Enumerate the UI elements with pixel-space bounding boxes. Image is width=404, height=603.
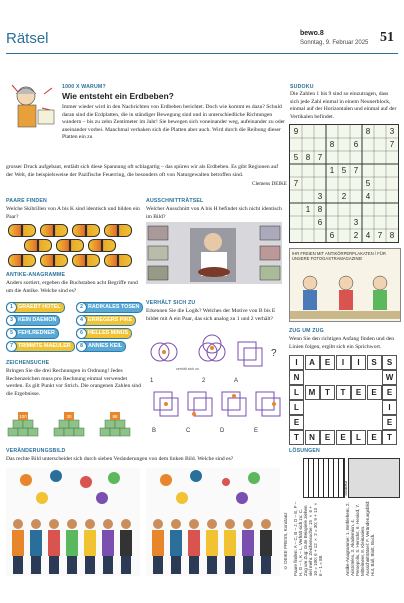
floating-icon: [80, 476, 92, 488]
sudoku-cell: 3: [317, 192, 323, 201]
person-body: [170, 530, 182, 556]
analogy-label-b: B: [152, 428, 157, 434]
anagram-tile: [76, 328, 132, 339]
anagram-tile-label: KEIN DAEMON: [18, 317, 57, 323]
anagram-tile: [6, 302, 65, 313]
sudoku-cell: [386, 151, 398, 164]
analogy-label-2: 2: [202, 378, 206, 384]
floating-icon: [96, 492, 108, 504]
maze-letter: A: [305, 355, 320, 370]
cutout-kicker: AUSSCHNITTRÄTSEL: [146, 198, 204, 204]
maze-letter: L: [289, 385, 304, 400]
anagram-tile: [6, 341, 75, 352]
sudoku-cell: [338, 229, 350, 242]
sudoku-cell: [302, 229, 314, 242]
sudoku-cell: 1: [329, 166, 335, 175]
person-head: [31, 519, 41, 529]
comic-caption: IHR FREIEN MIT ANTIKÖRPERPLAKATEN / FÜR UNSERE FOTOGASTRAMAGAZINE!: [292, 251, 386, 261]
maze-letter: W: [382, 370, 397, 385]
sudoku-cell: [374, 151, 386, 164]
analogy-question-mark: ?: [271, 348, 277, 359]
maze-letter: E: [367, 385, 382, 400]
anagram-tile-number: 8: [76, 341, 87, 352]
sudoku-cell: [326, 151, 338, 164]
maze-letter: T: [320, 385, 335, 400]
sudoku-cell: 8: [329, 140, 335, 149]
section-title: Rätsel: [6, 30, 49, 47]
analogy-relation-label: verhält sich zu: [176, 367, 199, 371]
sudoku-cell: 8: [317, 205, 323, 214]
maze-letter: M: [305, 385, 320, 400]
sudoku-cell: 3: [353, 218, 359, 227]
sudoku-cell: [362, 164, 374, 177]
sudoku-cell: [302, 125, 314, 138]
maze-letter: N: [289, 370, 304, 385]
sudoku-cell: [386, 190, 398, 203]
analogy-figure: [146, 334, 286, 440]
pairs-instructions: Welche Skibrillen von A bis K sind identisch und bilden ein Paar?: [6, 206, 140, 220]
analogy-label-e: E: [254, 428, 259, 434]
anagram-instructions: Anders sortiert, ergeben die Buchstaben acht Begriffe rund um die Antike. Welche sind es?: [6, 280, 138, 294]
sudoku-cell: [338, 138, 350, 151]
sudoku-cell: [362, 203, 374, 216]
anagram-tiles: [6, 302, 144, 354]
analogy-label-1: 1: [150, 378, 154, 384]
sudoku-cell: [338, 203, 350, 216]
sudoku-cell: 8: [365, 127, 371, 136]
maze-letter: E: [320, 355, 335, 370]
sudoku-cell: [302, 138, 314, 151]
maze-letter: E: [367, 430, 382, 445]
signs-result-3: 88: [112, 414, 118, 419]
maze-letter: I: [351, 355, 366, 370]
goggles-item: [88, 239, 116, 252]
article-text-1: Immer wieder wird in den Nachrichten von Erdbeben berichtet. Doch wie kommt es dazu? Schuld daran sind die Erdplatten, die in ständiger Bewegung sind und in unterschiedliche Richtungen wandern – bis zu zehn Zentimeter im Jahr! Sie bewegen sich voneinander weg, aufeinander zu oder aneinander vorbei. Manchmal verhaken sich die Platten aber auch. Wird durch die Reibung dieser Platten ein zu: [62, 104, 286, 141]
sudoku-cell: [314, 164, 326, 177]
sudoku-cell: [386, 177, 398, 190]
anagram-tile-number: 5: [6, 328, 17, 339]
floating-icon: [160, 474, 172, 486]
person-legs: [207, 556, 217, 574]
sudoku-cell: 5: [293, 153, 299, 162]
header-rule: [6, 53, 398, 54]
sudoku-kicker: SUDOKU: [290, 84, 314, 90]
floating-icon: [36, 492, 48, 504]
person-legs: [31, 556, 41, 574]
sudoku-cell: [326, 190, 338, 203]
sudoku-cell: 2: [353, 231, 359, 240]
solutions-changes-thumb: [348, 458, 400, 498]
sudoku-cell: [350, 203, 362, 216]
goggles-item: [104, 224, 132, 237]
analogy-kicker: VERHÄLT SICH ZU: [146, 300, 196, 306]
sudoku-cell: 4: [365, 231, 371, 240]
sudoku-cell: [350, 190, 362, 203]
person-legs: [67, 556, 77, 574]
solutions-text: [289, 500, 399, 576]
anagram-tile-number: 1: [6, 302, 17, 313]
maze-letter: E: [382, 415, 397, 430]
solutions-sudoku-thumb: [303, 458, 345, 498]
person-head: [49, 519, 59, 529]
sudoku-cell: [374, 216, 386, 229]
person-head: [243, 519, 253, 529]
sudoku-cell: [350, 151, 362, 164]
maze-letter: T: [336, 385, 351, 400]
sudoku-cell: [338, 151, 350, 164]
goggles-puzzle: [6, 222, 144, 268]
article-headline: Wie entsteht ein Erdbeben?: [62, 91, 174, 101]
person-legs: [171, 556, 181, 574]
maze-letter: S: [382, 355, 397, 370]
anagram-tile-label: GRAEBT HOTEL: [18, 304, 61, 310]
sudoku-cell: [290, 216, 302, 229]
person-head: [153, 519, 163, 529]
maze-letter: I: [336, 355, 351, 370]
anagram-tile-number: 6: [76, 328, 87, 339]
goggles-item: [8, 254, 36, 267]
sudoku-cell: [314, 125, 326, 138]
person-legs: [189, 556, 199, 574]
issue-date: Sonntag, 9. Februar 2025: [300, 40, 369, 46]
maze-letter: T: [382, 430, 397, 445]
analogy-label-a: A: [234, 378, 239, 384]
goggles-item: [104, 254, 132, 267]
sudoku-cell: 4: [365, 192, 371, 201]
maze-letter: S: [367, 355, 382, 370]
sudoku-cell: [362, 151, 374, 164]
person-head: [13, 519, 23, 529]
sudoku-instructions: Die Zahlen 1 bis 9 sind so einzutragen, dass sich jede Zahl einmal in einem Neunerblock, einmal auf der Horizontalen und einmal auf der Vertikalen befindet.: [290, 91, 397, 120]
analogy-instructions: Erkennen Sie die Logik? Welches der Motive von B bis E bildet mit A ein Paar, das sich analog zu 1 und 2 verhält?: [146, 308, 276, 322]
maze-letter: N: [305, 430, 320, 445]
person-legs: [153, 556, 163, 574]
person-head: [171, 519, 181, 529]
sudoku-cell: [374, 177, 386, 190]
sudoku-cell: [374, 190, 386, 203]
sudoku-cell: [302, 216, 314, 229]
maze-letter: I: [382, 400, 397, 415]
sudoku-cell: [374, 164, 386, 177]
comic-panel: [289, 248, 401, 322]
sudoku-grid: [289, 124, 399, 243]
sudoku-cell: 3: [389, 127, 395, 136]
maze-instructions: Wenn Sie den richtigen Anfang finden und den Linien folgen, ergibt sich ein Sprichwort.: [289, 336, 395, 350]
analogy-label-c: C: [186, 428, 191, 434]
sudoku-cell: [326, 216, 338, 229]
goggles-item: [72, 224, 100, 237]
sudoku-cell: [290, 190, 302, 203]
anagram-tile-label: RADIKALES TOSEN: [88, 304, 140, 310]
floating-icon: [222, 478, 230, 486]
sudoku-cell: [386, 216, 398, 229]
person-body: [102, 530, 114, 556]
sudoku-cell: 8: [389, 231, 395, 240]
maze-grid: [289, 355, 399, 445]
goggles-item: [24, 239, 52, 252]
sudoku-cell: [362, 216, 374, 229]
maze-letter: E: [351, 385, 366, 400]
maze-letter: E: [336, 430, 351, 445]
sudoku-cell: [290, 203, 302, 216]
person-head: [189, 519, 199, 529]
sudoku-cell: 7: [353, 166, 359, 175]
sudoku-cell: [386, 164, 398, 177]
floating-icon: [176, 492, 188, 504]
article-illustration: [6, 80, 58, 132]
sudoku-cell: [314, 229, 326, 242]
sudoku-cell: 6: [317, 218, 323, 227]
person-legs: [85, 556, 95, 574]
pairs-kicker: PAARE FINDEN: [6, 198, 47, 204]
person-body: [206, 530, 218, 556]
signs-kicker: ZEICHENSUCHE: [6, 360, 50, 366]
sudoku-cell: [338, 177, 350, 190]
cutout-photo: [146, 222, 282, 284]
sudoku-cell: [350, 177, 362, 190]
person-legs: [261, 556, 271, 574]
sudoku-cell: 5: [365, 179, 371, 188]
sudoku-cell: [314, 177, 326, 190]
sudoku-cell: 2: [341, 192, 347, 201]
credit-line: © DEIKE PRESS, Konstanz: [283, 512, 288, 570]
sudoku-cell: [374, 203, 386, 216]
person-body: [84, 530, 96, 556]
person-legs: [243, 556, 253, 574]
sudoku-cell: 7: [293, 179, 299, 188]
person-head: [225, 519, 235, 529]
sudoku-cell: [290, 229, 302, 242]
signs-pyramids: [6, 410, 144, 438]
sudoku-cell: [326, 125, 338, 138]
goggles-item: [56, 239, 84, 252]
person-legs: [121, 556, 131, 574]
sudoku-cell: 6: [329, 231, 335, 240]
sudoku-cell: [350, 125, 362, 138]
sudoku-cell: [302, 190, 314, 203]
sudoku-cell: 7: [317, 153, 323, 162]
person-body: [188, 530, 200, 556]
sudoku-cell: [362, 138, 374, 151]
person-legs: [225, 556, 235, 574]
person-legs: [103, 556, 113, 574]
anagram-kicker: ANTIKE-ANAGRAMME: [6, 272, 66, 278]
article-text-2: grosser Druck aufgebaut, entlädt sich diese Spannung oft schlagartig – das spüren wir als Erdbeben. Es gibt Regionen auf der Welt, die beispielsweise der Pazifische Feuerring, die besonders oft von Naturgewalten betroffen sind.: [6, 164, 279, 178]
anagram-tile-number: 2: [76, 302, 87, 313]
analogy-label-d: D: [220, 428, 225, 434]
person-body: [152, 530, 164, 556]
person-head: [85, 519, 95, 529]
floating-icon: [248, 472, 260, 484]
solutions-text-1: Paare finden: A – C, B – J, D – E, F – H, G – I, K – L. Verhält sich zu: C. Zug um Zug: Gute Beispiele ziehen viel mehr. Zeichensuche: 15 × 6 + 10 = 100; 6 + 12 × 2 = 30; 9 + 13 × 6 – 1 = 88.: [293, 501, 323, 576]
maze-letter: E: [320, 430, 335, 445]
floating-icon: [50, 470, 62, 482]
maze-letter: L: [289, 400, 304, 415]
sudoku-cell: [290, 138, 302, 151]
changes-instructions: Das rechte Bild unterscheidet sich durch sieben Veränderungen von dem linken Bild. Welche sind es?: [6, 456, 234, 462]
floating-icon: [190, 470, 202, 482]
anagram-tile-label: FEHLREDNER: [18, 330, 55, 336]
goggles-item: [40, 224, 68, 237]
sudoku-cell: [386, 203, 398, 216]
person-body: [260, 530, 272, 556]
signs-result-2: 30: [66, 414, 72, 419]
sudoku-cell: [326, 177, 338, 190]
maze-letter: E: [382, 385, 397, 400]
floating-icon: [236, 492, 248, 504]
person-head: [261, 519, 271, 529]
signs-instructions: Bringen Sie die drei Rechnungen in Ordnung! Jedes Rechenzeichen muss pro Rechnung einmal verwendet werden. Es gilt Punkt vor Strich. Die orangenen Zahlen sind die Ergebnisse.: [6, 368, 141, 397]
anagram-tile: [76, 315, 136, 326]
sudoku-cell: 8: [305, 153, 311, 162]
person-head: [103, 519, 113, 529]
anagram-tile-number: 7: [6, 341, 17, 352]
sudoku-cell: [290, 164, 302, 177]
sudoku-cell: [326, 203, 338, 216]
solutions-kicker: LÖSUNGEN: [289, 448, 320, 454]
anagram-tile-label: ERREGERS PIKE: [88, 317, 133, 323]
page-number: 51: [380, 30, 394, 45]
person-legs: [49, 556, 59, 574]
floating-icon: [20, 474, 32, 486]
anagram-tile-label: TRIMMTE MAEULER: [18, 343, 71, 349]
changes-image-left: [6, 468, 140, 576]
floating-icon: [108, 472, 120, 484]
person-body: [224, 530, 236, 556]
person-head: [121, 519, 131, 529]
sudoku-cell: [374, 125, 386, 138]
sudoku-cell: [338, 125, 350, 138]
sudoku-cell: [374, 138, 386, 151]
sudoku-cell: 1: [305, 205, 311, 214]
person-body: [30, 530, 42, 556]
changes-image-right: [146, 468, 280, 576]
anagram-tile: [76, 302, 143, 313]
sudoku-cell: 7: [389, 140, 395, 149]
sudoku-cell: 6: [353, 140, 359, 149]
cutout-instructions: Welcher Ausschnitt von A bis H befindet sich nicht identisch im Bild?: [146, 206, 282, 220]
anagram-tile-label: ANNIES KEIL: [88, 343, 123, 349]
sudoku-cell: [302, 164, 314, 177]
article-author: Clemens DEIKE: [252, 181, 288, 187]
maze-letter: T: [289, 430, 304, 445]
solutions-text-2: Antike-Anagramme: 1. Bethlehem, 2. Aristoteles, 3. Akademion, 4. Persepolis, 5. Herodot, 6. Hesiod, 7. Mittelmeer, 8. Kleinasien. Ausschnitträtsel: F. Veränderungsbild: Hut, Ball, Blatt, Buch.: [345, 500, 375, 576]
anagram-tile: [76, 341, 126, 352]
maze-letter: I: [289, 355, 304, 370]
maze-kicker: ZUG UM ZUG: [289, 328, 324, 334]
anagram-tile: [6, 315, 60, 326]
anagram-tile-label: HELLES MINUS: [88, 330, 129, 336]
person-head: [207, 519, 217, 529]
anagram-tile-number: 3: [6, 315, 17, 326]
person-body: [242, 530, 254, 556]
person-legs: [13, 556, 23, 574]
anagram-tile: [6, 328, 59, 339]
publication-name: bewo.8: [300, 30, 324, 37]
sudoku-cell: [302, 177, 314, 190]
solutions-sudoku-label: Sudoku: [343, 480, 348, 496]
person-body: [120, 530, 132, 556]
changes-kicker: VERÄNDERUNGSBILD: [6, 448, 66, 454]
goggles-item: [8, 224, 36, 237]
sudoku-cell: 5: [341, 166, 347, 175]
anagram-tile-number: 4: [76, 315, 87, 326]
goggles-item: [40, 254, 68, 267]
sudoku-cell: 9: [293, 127, 299, 136]
sudoku-cell: [314, 138, 326, 151]
goggles-item: [72, 254, 100, 267]
person-head: [67, 519, 77, 529]
maze-letter: E: [289, 415, 304, 430]
sudoku-cell: 7: [377, 231, 383, 240]
signs-result-1: 100: [19, 414, 27, 419]
person-body: [12, 530, 24, 556]
article-kicker: 1000 X WARUM?: [62, 84, 106, 90]
maze-letter: L: [351, 430, 366, 445]
sudoku-cell: [338, 216, 350, 229]
person-body: [48, 530, 60, 556]
person-body: [66, 530, 78, 556]
